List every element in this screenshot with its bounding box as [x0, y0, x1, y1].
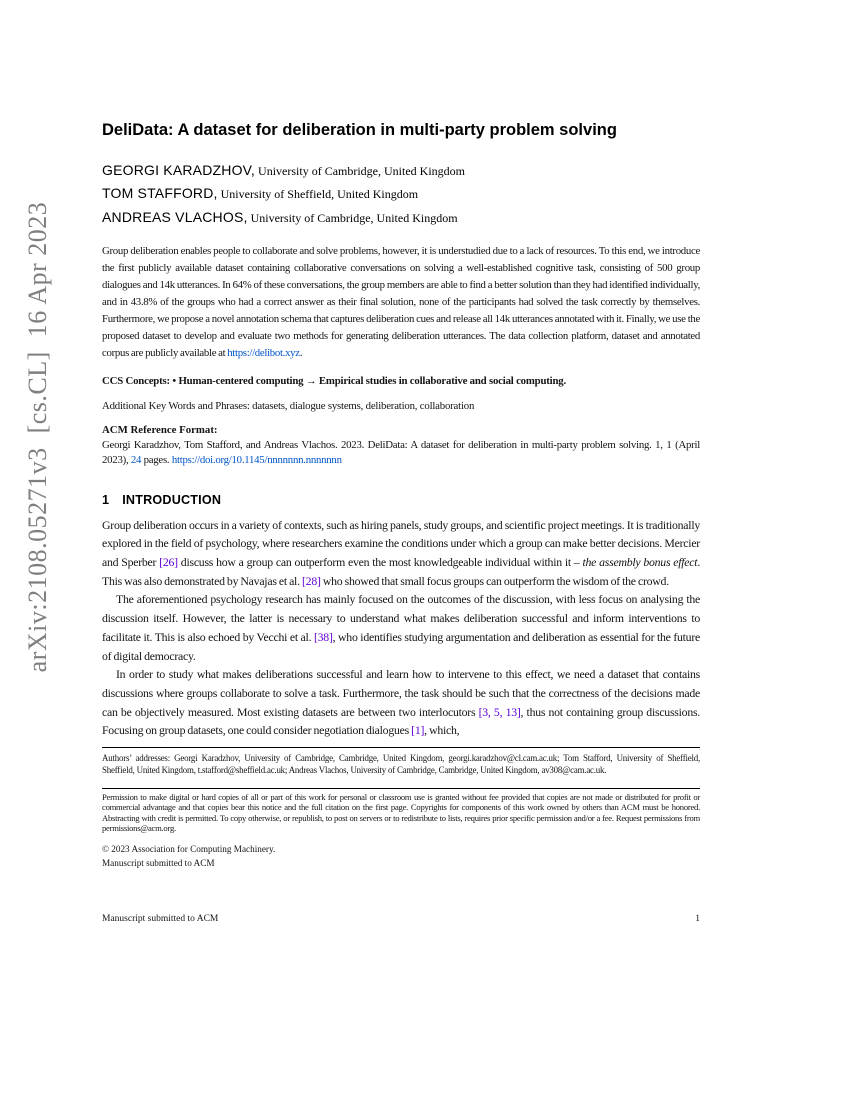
- text-segment: Georgi Karadzhov, Tom Stafford, and Andreas Vlachos. 2023. DeliData: A dataset for deliberation in multi-party problem solving. 1, 1 (April 2023),: [102, 439, 700, 467]
- keywords-text: datasets, dialogue systems, deliberation, collaboration: [249, 400, 475, 413]
- text-segment: , who identifies studying argumentation and deliberation as essential for the future of digital democracy.: [102, 629, 700, 663]
- citation-link[interactable]: [28]: [302, 573, 321, 588]
- text-segment: , thus not containing group discussions. Focusing on group datasets, one could consider negotiation dialogues: [102, 704, 701, 738]
- manuscript-note: Manuscript submitted to ACM: [102, 857, 215, 868]
- section-title: INTRODUCTION: [122, 492, 222, 507]
- text-segment: discuss how a group can outperform even the most knowledgeable individual within it –: [177, 555, 583, 570]
- body-paragraph: [102, 665, 700, 740]
- ccs-label: CCS Concepts:: [102, 375, 170, 388]
- acm-reference-heading: ACM Reference Format:: [102, 424, 218, 437]
- body-paragraph: [102, 590, 700, 665]
- author-name: TOM STAFFORD,: [102, 185, 218, 202]
- author-affiliation: University of Sheffield, United Kingdom: [217, 187, 419, 202]
- footnote-rule: [102, 747, 700, 748]
- author-line: [102, 206, 700, 229]
- acm-reference-format: [102, 423, 700, 468]
- copyright-line: © 2023 Association for Computing Machinery.: [102, 843, 276, 854]
- citation-link[interactable]: [38]: [313, 629, 333, 644]
- text-segment: pages.: [141, 454, 172, 467]
- author-line: [102, 159, 700, 182]
- permission-rule: [102, 788, 700, 789]
- page-number: 1: [695, 914, 700, 924]
- body-paragraph: [102, 516, 700, 591]
- permission-notice: Permission to make digital or hard copies of all or part of this work for personal or classroom use is granted without fee provided that copies are not made or distributed for profit or commercial advantage and that copies bear this notice and the full citation on the first page. Copyrights for components of this work owned by others than ACM must be honored. Abstracting with credit is permitted. To copy otherwise, or republish, to post on servers or to redistribute to lists, requires prior specific permission and/or a fee. Request permissions from permissions@acm.org.: [102, 791, 700, 834]
- text-segment: . This was also demonstrated by Navajas et al.: [102, 555, 701, 588]
- external-link[interactable]: https://delibot.xyz: [227, 347, 300, 360]
- text-segment: The aforementioned psychology research has mainly focused on the outcomes of the discussion, with less focus on analysing the discussion itself. However, the latter is necessary to understand what makes deliberation successful and inform interventions to facilitate it. This is also echoed by Vecchi et al.: [102, 592, 700, 644]
- section-number: 1: [102, 492, 110, 507]
- text-segment: .: [299, 347, 303, 360]
- text-segment: who showed that small focus groups can outperform the wisdom of the crowd.: [320, 573, 669, 588]
- text-segment: , which,: [424, 723, 460, 738]
- section-heading-introduction: [102, 492, 700, 508]
- author-affiliation: University of Cambridge, United Kingdom: [255, 164, 466, 178]
- paper-content: [102, 0, 700, 869]
- external-link[interactable]: 24: [130, 454, 142, 467]
- authors-addresses-footnote: Authors’ addresses: Georgi Karadzhov, University of Cambridge, Cambridge, United Kingdom, georgi.karadzhov@cl.cam.ac.uk; Tom Stafford, University of Sheffield, Sheffield, United Kingdom, t.stafford@sheffield.ac.uk; Andreas Vlachos, University of Cambridge, Cambridge, United Kingdom, av308@cam.ac.uk.: [102, 753, 700, 776]
- paper-title: DeliData: A dataset for deliberation in multi-party problem solving: [102, 121, 617, 139]
- acm-reference-text: [102, 438, 700, 468]
- author-name: GEORGI KARADZHOV,: [102, 162, 256, 178]
- author-block: [102, 159, 700, 229]
- author-affiliation: University of Cambridge, United Kingdom: [247, 210, 458, 225]
- author-line: [102, 182, 700, 205]
- abstract-text: [102, 243, 700, 362]
- text-segment: Group deliberation occurs in a variety of contexts, such as hiring panels, study groups, and scientific project meetings. It is traditionally explored in the field of psychology, where researchers examine the conditions under which a group can make better decisions. Mercier and Sperber: [102, 517, 700, 570]
- external-link[interactable]: https://doi.org/10.1145/nnnnnnn.nnnnnnn: [171, 454, 342, 467]
- citation-link[interactable]: [26]: [159, 555, 178, 570]
- text-segment: Group deliberation enables people to collaborate and solve problems, however, it is understudied due to a lack of resources. To this end, we introduce the first publicly available dataset containing collaborative conversations on solving a well-established cognitive task, consisting of 500 group dialogues and 14k utterances. In 64% of these conversations, the group members are able to find a better solution than they had identified individually, and in 43.8% of the groups who had a correct answer as their final solution, none of the participants had solved the task correctly by themselves. Furthermore, we propose a novel annotation schema that captures deliberation cues and release all 14k utterances annotated with it. Finally, we use the proposed dataset to develop and evaluate two methods for generating deliberation utterances. The data collection platform, dataset and annotated corpus are publicly available at: [102, 245, 700, 360]
- author-name: ANDREAS VLACHOS,: [102, 208, 248, 225]
- text-segment: the assembly bonus effect: [582, 555, 698, 570]
- ccs-concepts: [102, 374, 700, 389]
- footer-left: Manuscript submitted to ACM: [102, 914, 219, 924]
- text-segment: In order to study what makes deliberations successful and learn how to intervene to this effect, we need a dataset that contains discussions where groups collaborate to solve a task. Furthermore, the task should be such that the correctness of the decisions made can be objectively measured. Most existing datasets are between two interlocutors: [102, 667, 700, 719]
- page-footer: [102, 913, 700, 925]
- citation-link[interactable]: [3, 5, 13]: [478, 704, 521, 719]
- keywords-label: Additional Key Words and Phrases:: [102, 400, 250, 413]
- citation-link[interactable]: [1]: [411, 723, 425, 738]
- keywords-line: [102, 399, 700, 414]
- ccs-text: • Human-centered computing → Empirical studies in collaborative and social computing.: [169, 375, 566, 388]
- arxiv-watermark: arXiv:2108.05271v3 [cs.CL] 16 Apr 2023: [23, 201, 52, 673]
